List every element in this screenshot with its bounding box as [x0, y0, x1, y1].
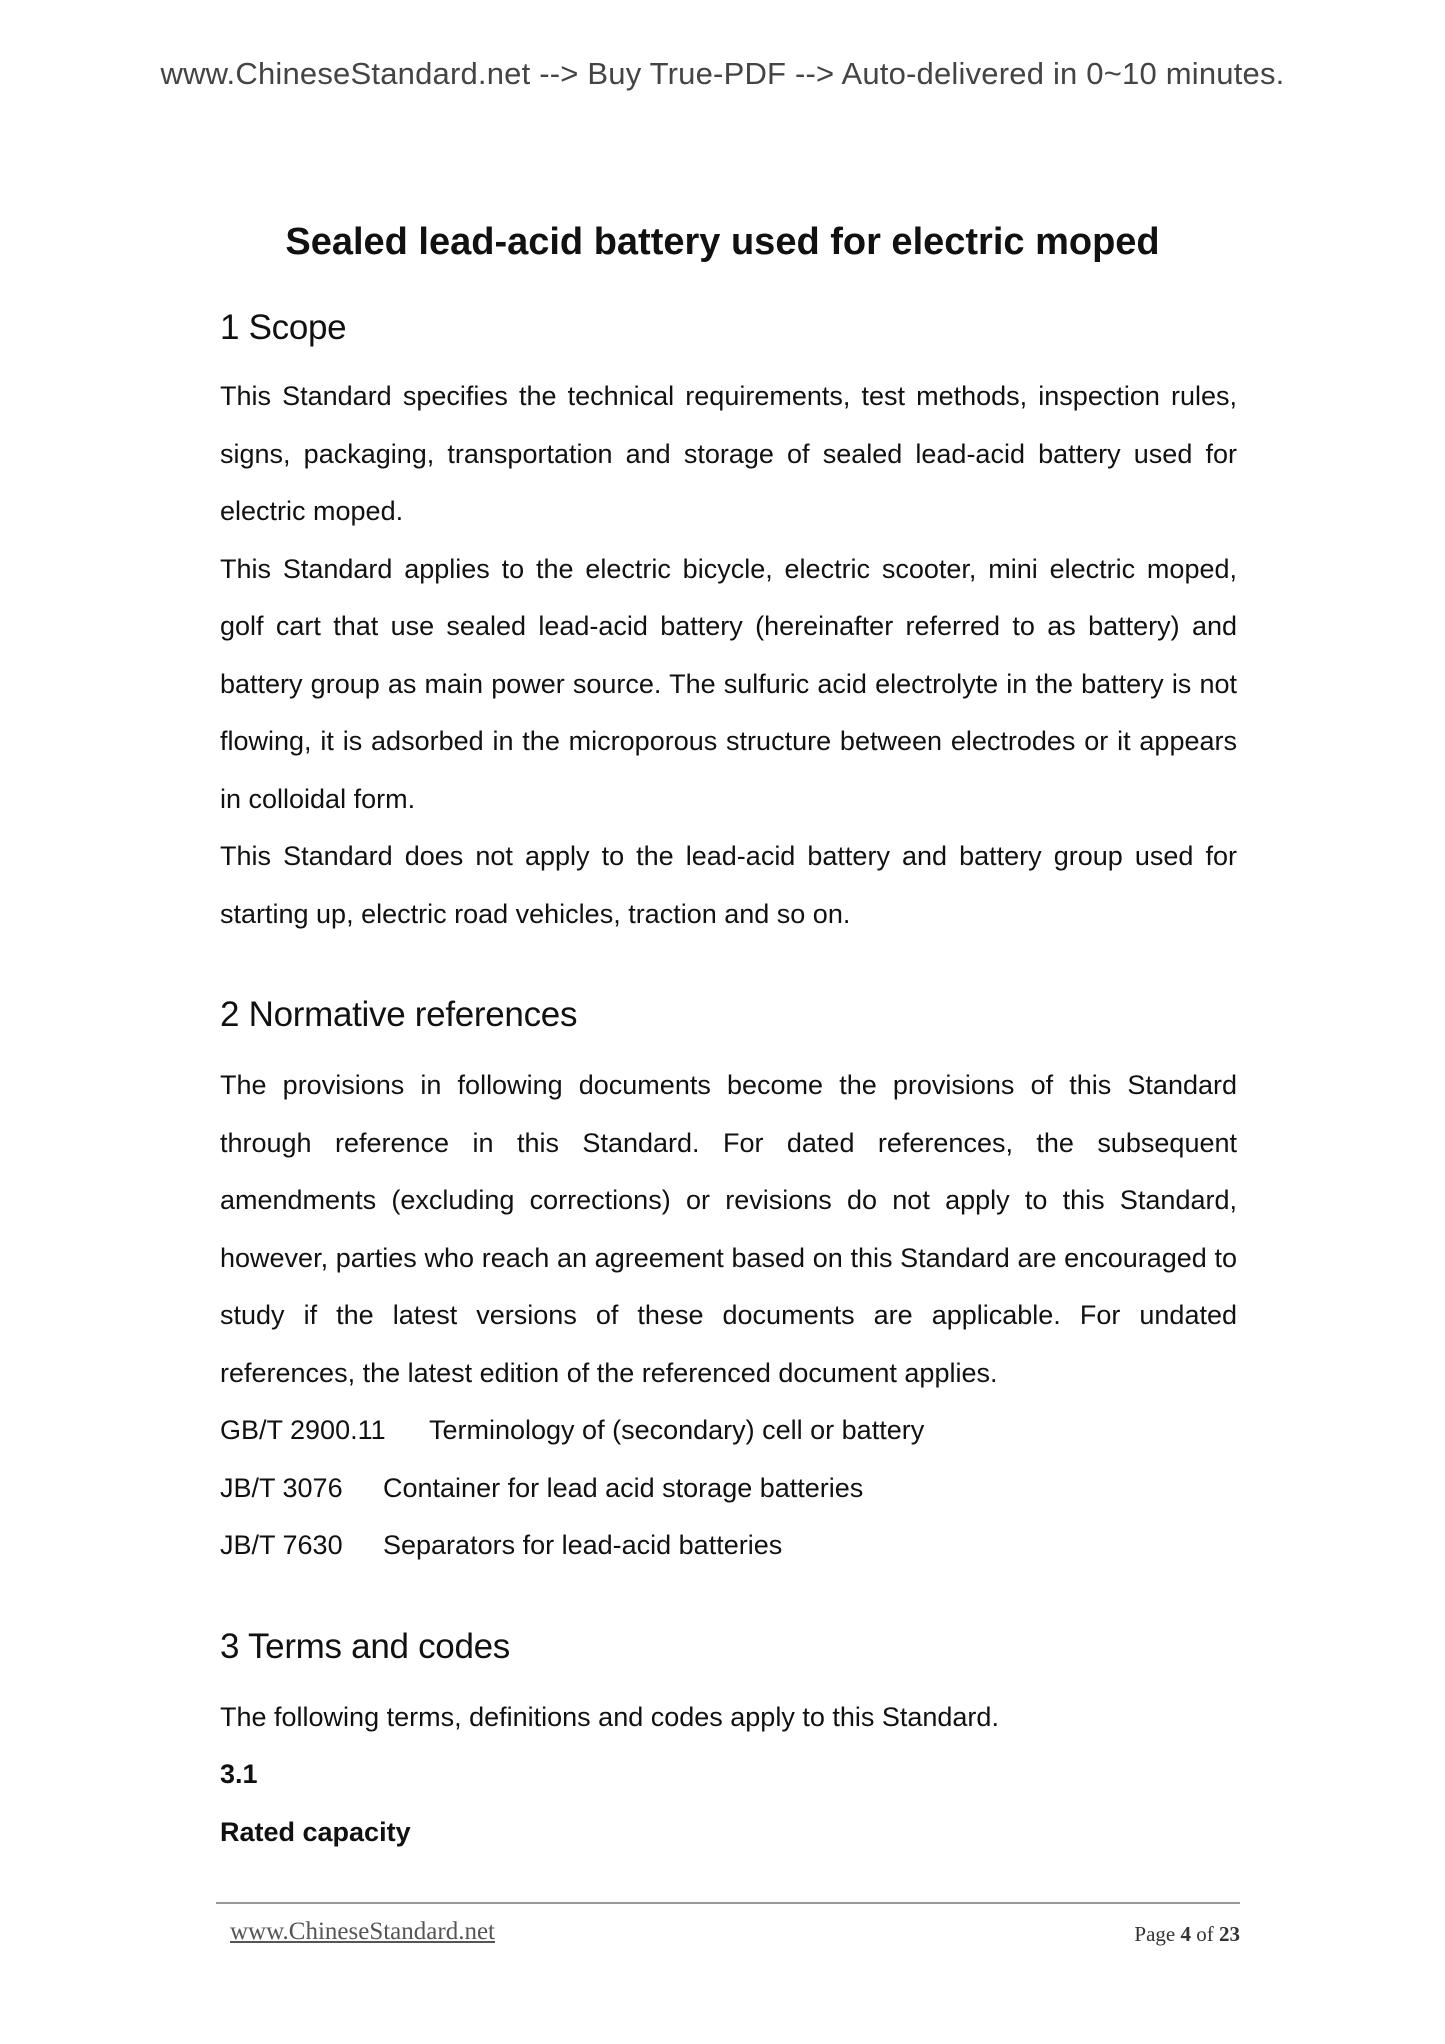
reference-title: Container for lead acid storage batteries [383, 1472, 864, 1503]
reference-item [220, 1460, 1237, 1518]
footer-divider [216, 1902, 1240, 1904]
term-number: 3.1 [220, 1759, 258, 1789]
reference-code: GB/T 2900.11 [220, 1415, 386, 1445]
scope-paragraph-3: This Standard does not apply to the lead-acid battery and battery group used for starting up, electric road vehicles, traction and so on. [220, 841, 1237, 929]
reference-title: Separators for lead-acid batteries [383, 1530, 783, 1560]
terms-paragraph: The following terms, definitions and codes apply to this Standard. [220, 1701, 999, 1732]
reference-item [220, 1517, 1237, 1575]
term-name: Rated capacity [220, 1816, 411, 1847]
document-body [220, 300, 1237, 1861]
page-total: 23 [1219, 1922, 1240, 1946]
normative-paragraph: The provisions in following documents become the provisions of this Standard through reference in this Standard. For dated references, the subsequent amendments (excluding corrections) or revisions do not apply to this Standard, however, parties who reach an agreement based on this Standard are encouraged to study if the latest versions of these documents are applicable. For undated references, the latest edition of the referenced document applies. [220, 1070, 1237, 1388]
reference-list [220, 1402, 1237, 1575]
reference-code: JB/T 7630 [220, 1530, 343, 1560]
reference-code: JB/T 3076 [220, 1472, 343, 1503]
document-title: Sealed lead-acid battery used for electric moped [285, 221, 1160, 264]
reference-item [220, 1402, 1237, 1460]
section-heading-scope: 1 Scope [220, 308, 347, 347]
top-banner[interactable]: www.ChineseStandard.net --> Buy True-PDF --> Auto-delivered in 0~10 minutes. [160, 56, 1285, 91]
scope-paragraph-2: This Standard applies to the electric bicycle, electric scooter, mini electric moped, golf cart that use sealed lead-acid battery (hereinafter referred to as battery) and battery group as main power source. The sulfuric acid electrolyte in the battery is not flowing, it is adsorbed in the microporous structure between electrodes or it appears in colloidal form. [220, 553, 1237, 814]
footer-website-link[interactable]: www.ChineseStandard.net [230, 1918, 495, 1945]
page-of-label: of [1196, 1922, 1214, 1946]
scope-paragraph-1: This Standard specifies the technical requirements, test methods, inspection rules, signs, packaging, transportation and storage of sealed lead-acid battery used for electric moped. [220, 381, 1237, 526]
section-heading-terms-and-codes: 3 Terms and codes [220, 1626, 510, 1666]
page-number [1134, 1922, 1240, 1947]
page-label: Page [1134, 1922, 1176, 1946]
page-current: 4 [1180, 1922, 1191, 1946]
section-heading-normative-references: 2 Normative references [220, 995, 578, 1034]
reference-title: Terminology of (secondary) cell or battery [429, 1415, 925, 1445]
